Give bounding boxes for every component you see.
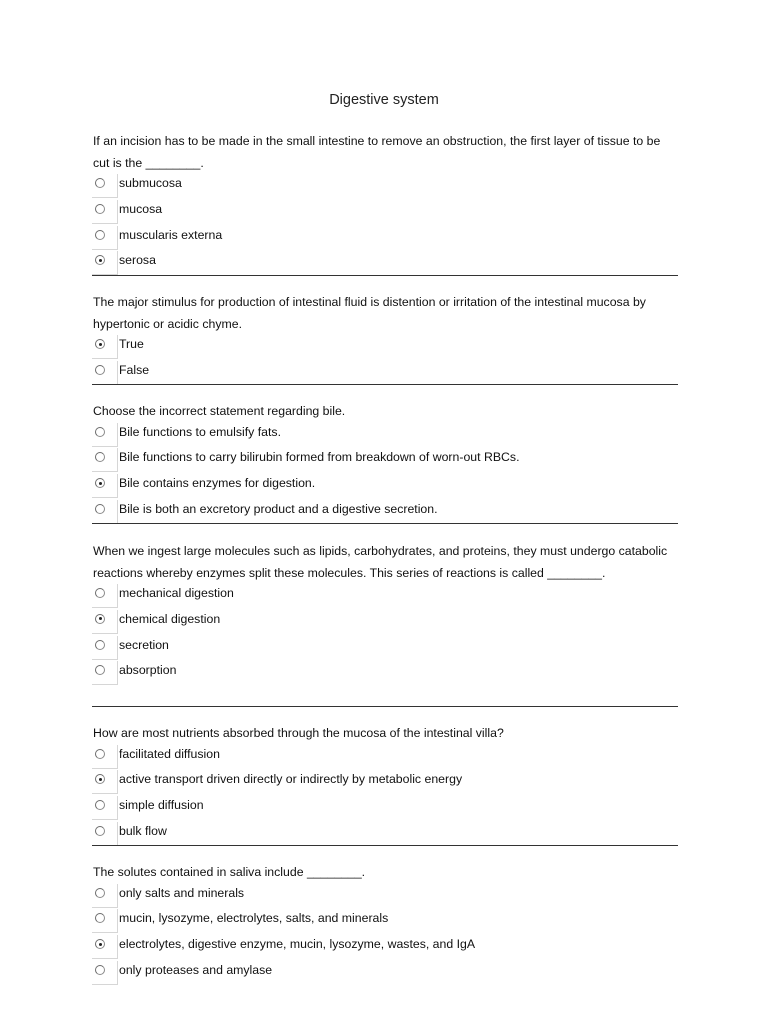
answer-option[interactable] bbox=[92, 335, 678, 361]
option-label: Bile functions to carry bilirubin formed from breakdown of worn-out RBCs. bbox=[119, 450, 520, 465]
option-label: facilitated diffusion bbox=[119, 746, 220, 761]
question-3 bbox=[92, 401, 678, 526]
option-label: bulk flow bbox=[119, 823, 167, 838]
radio-button[interactable] bbox=[95, 749, 105, 759]
option-label: mucin, lysozyme, electrolytes, salts, and minerals bbox=[119, 911, 389, 926]
option-label: submucosa bbox=[119, 176, 182, 190]
answer-option[interactable] bbox=[92, 884, 678, 910]
radio-button[interactable] bbox=[95, 640, 105, 650]
radio-button[interactable] bbox=[95, 826, 105, 836]
answer-option[interactable] bbox=[92, 500, 678, 526]
answer-option[interactable] bbox=[92, 448, 678, 474]
answer-option[interactable] bbox=[92, 226, 678, 252]
answer-option[interactable] bbox=[92, 961, 678, 987]
option-label: mucosa bbox=[119, 201, 163, 216]
answer-option[interactable] bbox=[92, 745, 678, 771]
question-text: The solutes contained in saliva include ________. bbox=[93, 865, 366, 879]
question-divider bbox=[92, 384, 678, 385]
question-divider bbox=[92, 523, 678, 524]
question-5 bbox=[92, 723, 678, 848]
option-label: only proteases and amylase bbox=[119, 962, 273, 977]
answer-option[interactable] bbox=[92, 200, 678, 226]
answer-option[interactable] bbox=[92, 935, 678, 961]
option-label: Bile functions to emulsify fats. bbox=[119, 424, 281, 439]
question-divider bbox=[92, 845, 678, 846]
answer-option[interactable] bbox=[92, 909, 678, 935]
radio-button[interactable] bbox=[95, 204, 105, 214]
question-divider bbox=[92, 706, 678, 707]
option-label: Bile is both an excretory product and a digestive secretion. bbox=[119, 501, 438, 516]
answer-option[interactable] bbox=[92, 174, 678, 200]
radio-button[interactable] bbox=[95, 365, 105, 375]
question-text: When we ingest large molecules such as lipids, carbohydrates, and proteins, they must undergo catabolic reactions whereby enzymes split these molecules. This series of reactions is called ________. bbox=[93, 544, 668, 580]
option-label: only salts and minerals bbox=[119, 885, 245, 900]
answer-option[interactable] bbox=[92, 822, 678, 848]
page-title: Digestive system bbox=[329, 92, 439, 108]
answer-option[interactable] bbox=[92, 796, 678, 822]
question-text: The major stimulus for production of intestinal fluid is distention or irritation of the intestinal mucosa by hypertonic or acidic chyme. bbox=[93, 295, 646, 331]
answer-option[interactable] bbox=[92, 636, 678, 662]
question-2 bbox=[92, 292, 678, 387]
question-divider bbox=[92, 275, 678, 276]
option-label: Bile contains enzymes for digestion. bbox=[119, 476, 316, 491]
radio-button[interactable] bbox=[95, 504, 105, 514]
radio-button[interactable] bbox=[95, 339, 105, 349]
option-label: absorption bbox=[119, 663, 177, 678]
question-text: Choose the incorrect statement regarding bile. bbox=[93, 404, 346, 418]
answer-option[interactable] bbox=[92, 474, 678, 500]
option-label: active transport driven directly or indirectly by metabolic energy bbox=[119, 772, 463, 787]
radio-button[interactable] bbox=[95, 965, 105, 975]
answer-option[interactable] bbox=[92, 610, 678, 636]
question-6 bbox=[92, 862, 678, 987]
answer-option[interactable] bbox=[92, 661, 678, 687]
option-label: chemical digestion bbox=[119, 611, 221, 626]
option-label: simple diffusion bbox=[119, 798, 204, 813]
radio-button[interactable] bbox=[95, 888, 105, 898]
radio-button[interactable] bbox=[95, 230, 105, 240]
answer-option[interactable] bbox=[92, 770, 678, 796]
option-label: mechanical digestion bbox=[119, 586, 234, 600]
answer-option[interactable] bbox=[92, 251, 678, 277]
answer-option[interactable] bbox=[92, 361, 678, 387]
radio-button[interactable] bbox=[95, 614, 105, 624]
question-1 bbox=[92, 131, 678, 277]
option-label: serosa bbox=[119, 253, 156, 268]
radio-button[interactable] bbox=[95, 178, 105, 188]
option-label: muscularis externa bbox=[119, 227, 223, 242]
radio-button[interactable] bbox=[95, 588, 105, 598]
question-text: How are most nutrients absorbed through the mucosa of the intestinal villa? bbox=[93, 726, 504, 740]
question-text: If an incision has to be made in the small intestine to remove an obstruction, the first layer of tissue to be cut is the ________. bbox=[93, 134, 661, 170]
answer-option[interactable] bbox=[92, 584, 678, 610]
question-4 bbox=[92, 541, 678, 687]
answer-option[interactable] bbox=[92, 423, 678, 449]
option-label: electrolytes, digestive enzyme, mucin, lysozyme, wastes, and IgA bbox=[119, 937, 476, 952]
radio-button[interactable] bbox=[95, 427, 105, 437]
option-label: False bbox=[119, 362, 150, 377]
option-label: True bbox=[119, 337, 144, 351]
option-label: secretion bbox=[119, 637, 169, 652]
